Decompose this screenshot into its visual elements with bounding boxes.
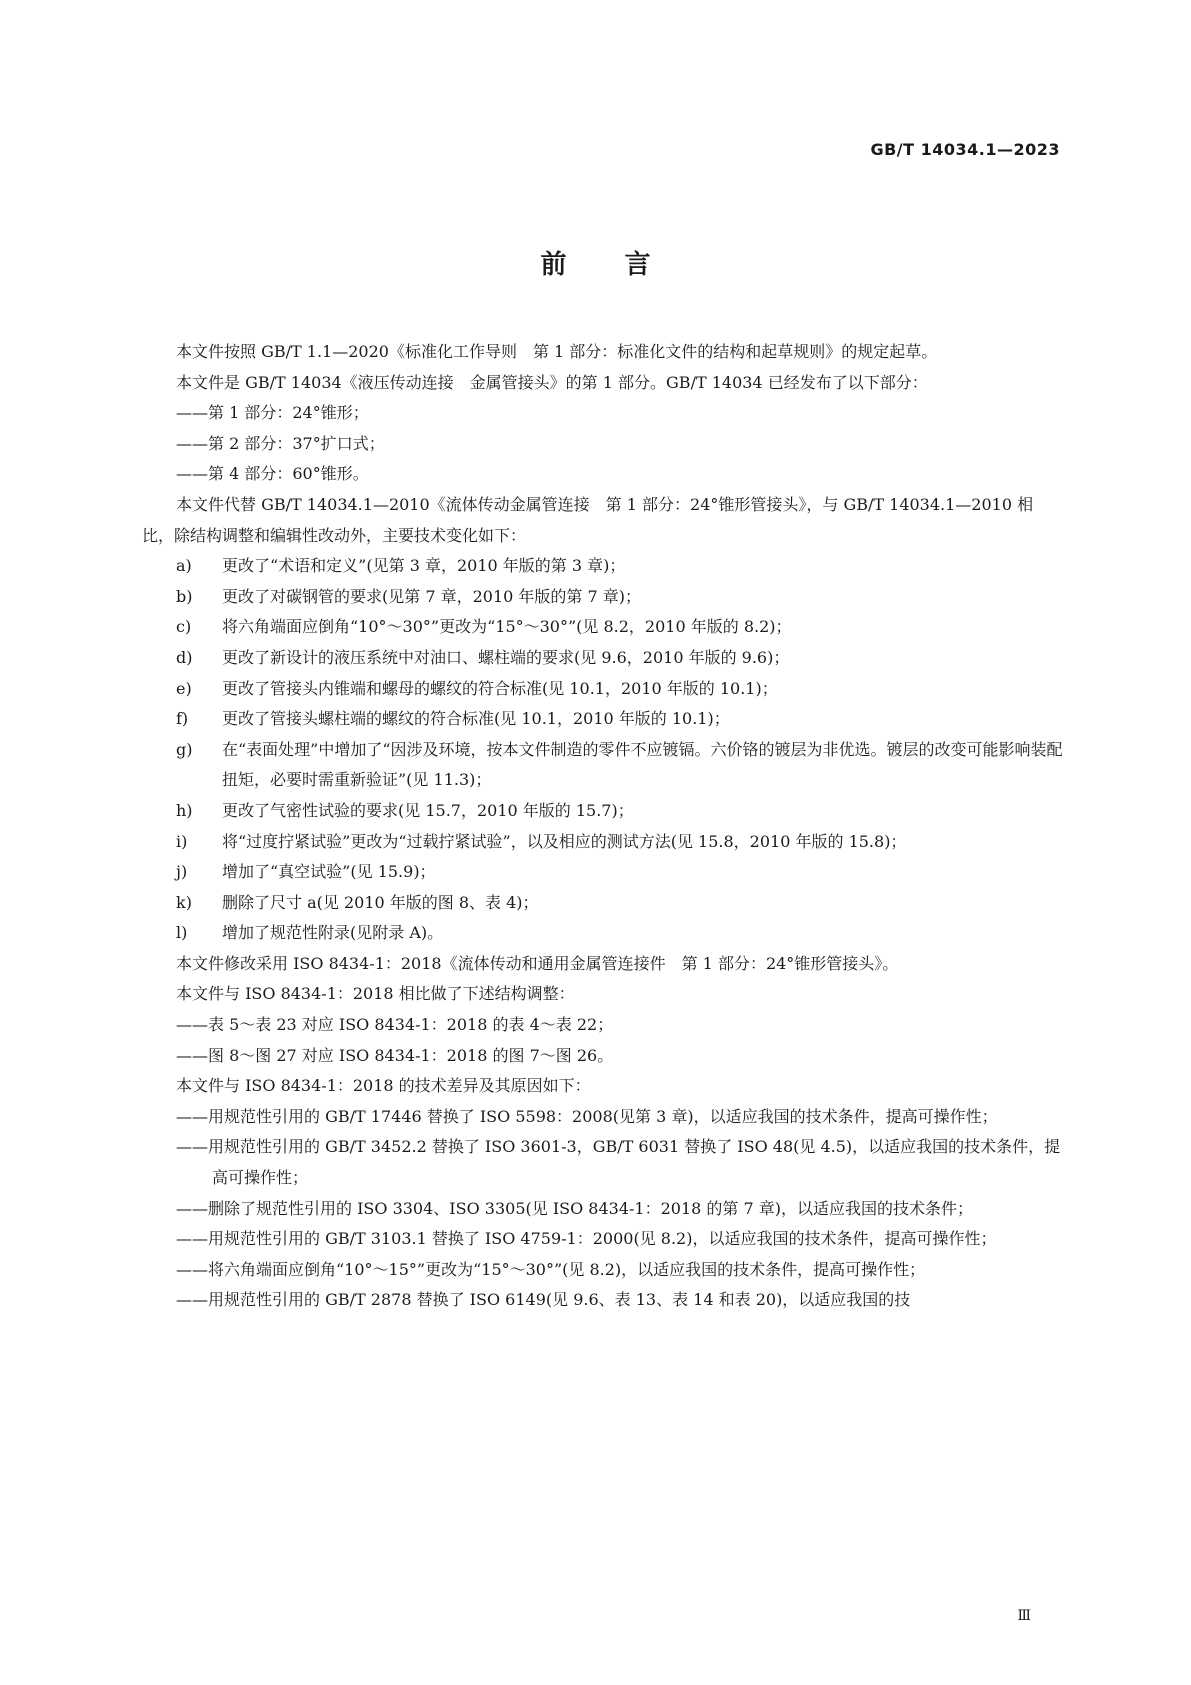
diff-item: ——将六角端面应倒角“10°～15°”更改为“15°～30°”(见 8.2)，以适应我国的技术条件，提高可操作性； — [176, 1259, 926, 1279]
change-letter: j) — [176, 862, 188, 882]
part-item: ——第 1 部分：24°锥形； — [176, 403, 369, 423]
diff-item: ——用规范性引用的 GB/T 3452.2 替换了 ISO 3601-3，GB/T 6031 替换了 ISO 48(见 4.5)，以适应我国的技术条件，提高可操作性； — [176, 1137, 1061, 1188]
change-item — [142, 582, 1064, 613]
page-number: Ⅲ — [1017, 1608, 1031, 1624]
change-item — [142, 735, 1064, 796]
structure-statement: 本文件与 ISO 8434-1：2018 相比做了下述结构调整： — [176, 984, 575, 1004]
change-letter: g) — [176, 739, 193, 759]
change-text: 更改了“术语和定义”(见第 3 章，2010 年版的第 3 章)； — [222, 556, 626, 576]
change-item — [142, 643, 1064, 674]
diff-statement: 本文件与 ISO 8434-1：2018 的技术差异及其原因如下： — [176, 1076, 591, 1096]
change-item — [142, 827, 1064, 858]
change-letter: l) — [176, 923, 188, 943]
change-item — [142, 674, 1064, 705]
change-letter: c) — [176, 617, 192, 637]
change-letter: b) — [176, 586, 193, 606]
change-text: 删除了尺寸 a(见 2010 年版的图 8、表 4)； — [222, 892, 539, 912]
title-char-2: 言 — [624, 250, 651, 280]
diff-item: ——用规范性引用的 GB/T 17446 替换了 ISO 5598：2008(见第 3 章)，以适应我国的技术条件，提高可操作性； — [176, 1106, 998, 1126]
page-title — [0, 244, 1191, 281]
change-letter: d) — [176, 647, 193, 667]
adopt-statement: 本文件修改采用 ISO 8434-1：2018《流体传动和通用金属管连接件 第 1 部分：24°锥形管接头》。 — [176, 953, 899, 973]
change-text: 更改了管接头螺柱端的螺纹的符合标准(见 10.1，2010 年版的 10.1)； — [222, 709, 730, 729]
change-text: 更改了管接头内锥端和螺母的螺纹的符合标准(见 10.1，2010 年版的 10.1)； — [222, 678, 778, 698]
change-letter: i) — [176, 831, 188, 851]
diff-item: ——用规范性引用的 GB/T 3103.1 替换了 ISO 4759-1：2000(见 8.2)，以适应我国的技术条件，提高可操作性； — [176, 1229, 997, 1249]
change-letter: h) — [176, 800, 193, 820]
change-text: 增加了“真空试验”(见 15.9)； — [222, 862, 436, 882]
change-item — [142, 612, 1064, 643]
part-item: ——第 2 部分：37°扩口式； — [176, 433, 385, 453]
change-item — [142, 796, 1064, 827]
change-letter: a) — [176, 556, 192, 576]
structure-item: ——表 5～表 23 对应 ISO 8434-1：2018 的表 4～表 22； — [176, 1015, 614, 1035]
change-text: 更改了气密性试验的要求(见 15.7，2010 年版的 15.7)； — [222, 800, 634, 820]
title-char-1: 前 — [540, 250, 567, 280]
change-letter: e) — [176, 678, 192, 698]
standard-code: GB/T 14034.1—2023 — [870, 140, 1060, 159]
intro-paragraph-1: 本文件按照 GB/T 1.1—2020《标准化工作导则 第 1 部分：标准化文件的结构和起草规则》的规定起草。 — [176, 342, 938, 361]
change-text: 在“表面处理”中增加了“因涉及环境，按本文件制造的零件不应镀镉。六价铬的镀层为非优选。镀层的改变可能影响装配扭矩，必要时需重新验证”(见 11.3)； — [222, 739, 1063, 790]
change-item — [142, 918, 1064, 949]
change-text: 将“过度拧紧试验”更改为“过载拧紧试验”，以及相应的测试方法(见 15.8，2010 年版的 15.8)； — [222, 831, 907, 851]
change-item — [142, 888, 1064, 919]
replace-statement: 本文件代替 GB/T 14034.1—2010《流体传动金属管连接 第 1 部分：24°锥形管接头》，与 GB/T 14034.1—2010 相比，除结构调整和编辑性改动外，主要技术变化如下： — [142, 494, 1034, 545]
intro-paragraph-2: 本文件是 GB/T 14034《液压传动连接 金属管接头》的第 1 部分。GB/T 14034 已经发布了以下部分： — [176, 372, 928, 392]
foreword-body — [142, 337, 1064, 1316]
change-item — [142, 704, 1064, 735]
change-letter: f) — [176, 709, 189, 729]
change-text: 更改了新设计的液压系统中对油口、螺柱端的要求(见 9.6，2010 年版的 9.6)； — [222, 647, 790, 667]
change-letter: k) — [176, 892, 192, 912]
diff-item: ——用规范性引用的 GB/T 2878 替换了 ISO 6149(见 9.6、表 13、表 14 和表 20)，以适应我国的技 — [176, 1290, 911, 1310]
change-item — [142, 551, 1064, 582]
change-item — [142, 857, 1064, 888]
part-item: ——第 4 部分：60°锥形。 — [176, 464, 369, 484]
change-text: 更改了对碳钢管的要求(见第 7 章，2010 年版的第 7 章)； — [222, 586, 641, 606]
structure-item: ——图 8～图 27 对应 ISO 8434-1：2018 的图 7～图 26。 — [176, 1045, 614, 1065]
change-text: 增加了规范性附录(见附录 A)。 — [222, 923, 444, 943]
diff-item: ——删除了规范性引用的 ISO 3304、ISO 3305(见 ISO 8434-1：2018 的第 7 章)，以适应我国的技术条件； — [176, 1198, 974, 1218]
change-text: 将六角端面应倒角“10°～30°”更改为“15°～30°”(见 8.2，2010 年版的 8.2)； — [222, 617, 792, 637]
